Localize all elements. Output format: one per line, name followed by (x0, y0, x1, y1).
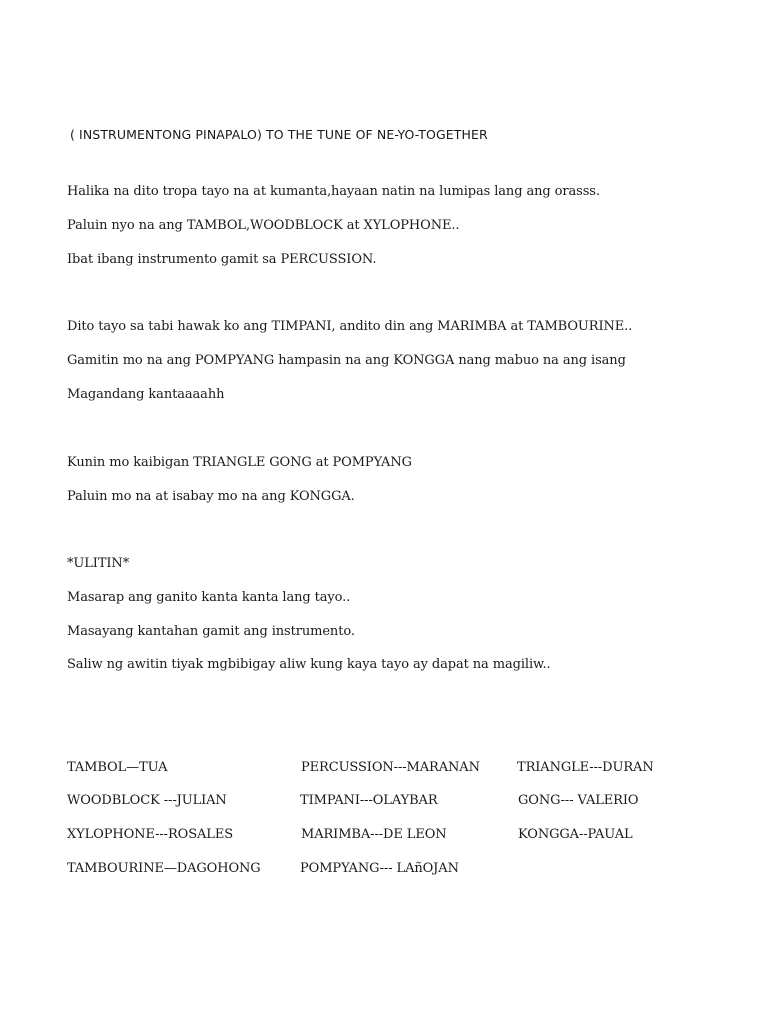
lyric-line: Halika na dito tropa tayo na at kumanta,hayaan natin na lumipas lang ang orasss. (67, 184, 600, 199)
song-title: ( INSTRUMENTONG PINAPALO) TO THE TUNE OF NE-YO-TOGETHER (70, 127, 488, 142)
lyric-line: Paluin nyo na ang TAMBOL,WOODBLOCK at XYLOPHONE.. (67, 218, 460, 233)
assignment-cell: WOODBLOCK ---JULIAN (67, 793, 227, 808)
assignment-cell: GONG--- VALERIO (518, 793, 639, 808)
assignment-cell: XYLOPHONE---ROSALES (67, 827, 234, 842)
assignment-cell: TRIANGLE---DURAN (517, 760, 654, 775)
lyric-line: Masarap ang ganito kanta kanta lang tayo.. (67, 590, 351, 605)
lyric-line: Saliw ng awitin tiyak mgbibigay aliw kung kaya tayo ay dapat na magiliw.. (67, 657, 551, 672)
lyric-line: Gamitin mo na ang POMPYANG hampasin na ang KONGGA nang mabuo na ang isang (67, 353, 626, 368)
assignment-cell: MARIMBA---DE LEON (301, 827, 447, 842)
lyric-line: Paluin mo na at isabay mo na ang KONGGA. (67, 489, 355, 504)
lyric-line: Magandang kantaaaahh (67, 387, 225, 402)
assignment-cell: PERCUSSION---MARANAN (301, 760, 480, 775)
assignment-cell: POMPYANG--- LAñOJAN (300, 861, 459, 876)
assignment-cell: TAMBOL—TUA (67, 760, 168, 775)
lyric-line: Kunin mo kaibigan TRIANGLE GONG at POMPYANG (67, 455, 412, 470)
lyric-line: Dito tayo sa tabi hawak ko ang TIMPANI, andito din ang MARIMBA at TAMBOURINE.. (67, 319, 633, 334)
lyric-line: Masayang kantahan gamit ang instrumento. (67, 624, 355, 639)
lyric-line: Ibat ibang instrumento gamit sa PERCUSSION. (67, 252, 377, 267)
repeat-marker: *ULITIN* (67, 556, 130, 571)
assignment-cell: TIMPANI---OLAYBAR (300, 793, 438, 808)
assignment-cell: TAMBOURINE—DAGOHONG (67, 861, 261, 876)
assignment-cell: KONGGA--PAUAL (518, 827, 633, 842)
